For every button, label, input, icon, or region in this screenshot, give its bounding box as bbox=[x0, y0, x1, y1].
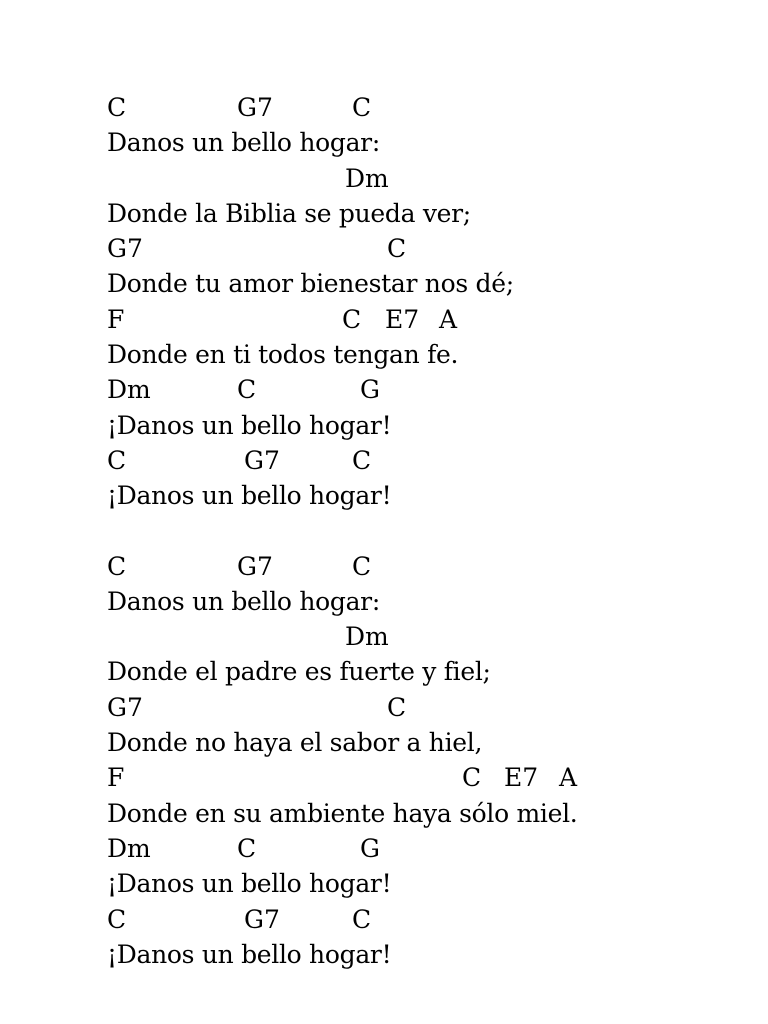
lyric-text: Donde en su ambiente haya sólo miel. bbox=[107, 798, 578, 828]
chord-line bbox=[107, 902, 727, 937]
chord-line bbox=[107, 443, 727, 478]
chord: Dm bbox=[345, 622, 389, 652]
chord: C bbox=[352, 904, 372, 934]
chord: C bbox=[387, 234, 407, 264]
chord-line bbox=[107, 372, 727, 407]
chord: G bbox=[360, 833, 380, 863]
chord: G7 bbox=[237, 93, 273, 122]
lyric-text: ¡Danos un bello hogar! bbox=[107, 939, 392, 969]
chord: E7 bbox=[504, 763, 539, 793]
chord-line bbox=[107, 302, 727, 337]
chord: G7 bbox=[107, 692, 143, 722]
chord-line bbox=[107, 549, 727, 584]
lyric-text: Danos un bello hogar: bbox=[107, 128, 380, 158]
chord: C bbox=[342, 304, 362, 334]
lyric-text: ¡Danos un bello hogar! bbox=[107, 869, 392, 899]
chord: C bbox=[107, 904, 127, 934]
chord-line bbox=[107, 161, 727, 196]
chord: C bbox=[107, 445, 127, 475]
lyric-text: Donde en ti todos tengan fe. bbox=[107, 340, 459, 370]
chord: C bbox=[107, 93, 127, 122]
chord: C bbox=[107, 551, 127, 581]
chord-line bbox=[107, 90, 727, 125]
lyric-line bbox=[107, 337, 727, 372]
chord-line bbox=[107, 619, 727, 654]
chord: F bbox=[107, 304, 125, 334]
chord: C bbox=[237, 375, 257, 405]
chord: G7 bbox=[237, 551, 273, 581]
chord-line bbox=[107, 231, 727, 266]
lyric-line bbox=[107, 866, 727, 901]
lyric-line bbox=[107, 725, 727, 760]
chord-line bbox=[107, 690, 727, 725]
chord: C bbox=[352, 93, 372, 122]
lyric-text: Donde el padre es fuerte y fiel; bbox=[107, 657, 491, 687]
chord: C bbox=[352, 445, 372, 475]
lyric-line bbox=[107, 266, 727, 301]
lyric-line bbox=[107, 196, 727, 231]
lyric-text: Donde no haya el sabor a hiel, bbox=[107, 728, 483, 758]
lyric-line bbox=[107, 478, 727, 513]
lyric-text: Donde la Biblia se pueda ver; bbox=[107, 198, 471, 228]
lyric-text: ¡Danos un bello hogar! bbox=[107, 481, 392, 511]
lyric-line bbox=[107, 937, 727, 972]
lyric-text: Danos un bello hogar: bbox=[107, 586, 380, 616]
chord: G7 bbox=[244, 904, 280, 934]
chord: Dm bbox=[345, 163, 389, 193]
chord-line bbox=[107, 831, 727, 866]
chord: C bbox=[462, 763, 482, 793]
chord: A bbox=[559, 763, 578, 793]
chord: Dm bbox=[107, 833, 151, 863]
chord: Dm bbox=[107, 375, 151, 405]
lyric-text: ¡Danos un bello hogar! bbox=[107, 410, 392, 440]
song-sheet bbox=[107, 90, 727, 972]
lyric-line bbox=[107, 654, 727, 689]
chord: E7 bbox=[385, 304, 420, 334]
chord: G bbox=[360, 375, 380, 405]
lyric-text: Donde tu amor bienestar nos dé; bbox=[107, 269, 514, 299]
chord: G7 bbox=[107, 234, 143, 264]
chord: G7 bbox=[244, 445, 280, 475]
chord: C bbox=[237, 833, 257, 863]
chord: C bbox=[352, 551, 372, 581]
lyric-line bbox=[107, 796, 727, 831]
chord: A bbox=[439, 304, 458, 334]
verse-2 bbox=[107, 549, 727, 973]
chord-line bbox=[107, 760, 727, 795]
chord: F bbox=[107, 763, 125, 793]
chord: C bbox=[387, 692, 407, 722]
lyric-line bbox=[107, 408, 727, 443]
lyric-line bbox=[107, 125, 727, 160]
verse-1 bbox=[107, 90, 727, 514]
lyric-line bbox=[107, 584, 727, 619]
